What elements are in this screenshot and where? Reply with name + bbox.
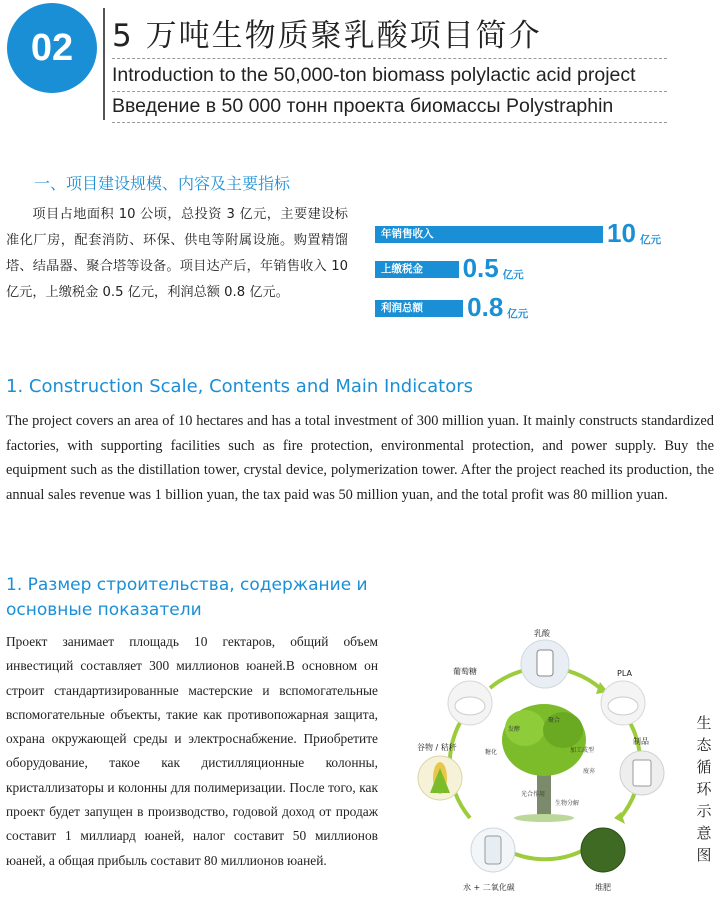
node-label-water-co2: 水 + 二氧化碳: [463, 883, 515, 892]
title-divider: [112, 122, 667, 123]
indicator-unit-tax: 亿元: [502, 269, 524, 281]
node-water-co2: [463, 828, 515, 892]
indicator-value-revenue: 10: [607, 218, 636, 248]
title-divider: [112, 58, 667, 59]
label-polymerization: 聚合: [548, 717, 561, 724]
node-grain: [417, 742, 462, 800]
indicator-bar-revenue: 年销售收入: [375, 226, 603, 243]
node-label-compost: 堆肥: [595, 883, 611, 892]
section-heading-english: 1. Construction Scale, Contents and Main Indicators: [6, 376, 473, 397]
section-heading-chinese: 一、项目建设规模、内容及主要指标: [34, 174, 291, 193]
label-photosynthesis: 光合作用: [521, 791, 546, 798]
label-biodegradation: 生物分解: [555, 800, 580, 807]
section-body-russian: Проект занимает площадь 10 гектаров, общий объем инвестиций составляет 300 миллионов юаней.В основном он строит стандартизированные мастерские и вспомогательные вспомогательные объекты, такие как противопожарная защита, охрана окружающей среды и электроснабжение. Приобретите оборудование, такое как дистилляционные колонны, кристаллизаторы и колонны для полимеризации. После того, как проект будет запущен в производство, годовой доход от продаж составит 1 миллиард юаней, налог составит 50 миллионов юаней, а общая прибыль составит 80 миллионов юаней.: [6, 634, 378, 868]
indicator-unit-profit: 亿元: [507, 308, 529, 320]
page-title-chinese: 5 万吨生物质聚乳酸项目简介: [112, 18, 542, 54]
page-title-english: Introduction to the 50,000-ton biomass polylactic acid project: [112, 64, 636, 86]
node-label-pla: PLA: [617, 669, 632, 678]
node-lactic-acid: [521, 628, 569, 688]
node-pla: [601, 669, 645, 725]
header-divider: [103, 8, 105, 120]
indicator-bar-profit: 利润总额: [375, 300, 463, 317]
node-compost: [581, 828, 625, 892]
node-products: [620, 736, 664, 795]
indicator-bar-tax: 上缴税金: [375, 261, 459, 278]
section-heading-russian: 1. Размер строительства, содержание и основные показатели: [6, 575, 368, 620]
label-fermentation: 发酵: [508, 726, 521, 733]
indicator-unit-revenue: 亿元: [640, 234, 661, 246]
section-number-badge: 02: [7, 3, 97, 93]
node-glucose: [448, 666, 492, 725]
node-label-lactic-acid: 乳酸: [534, 629, 550, 638]
node-label-grain: 谷物 / 秸秆: [417, 743, 457, 752]
ecological-cycle-diagram: [395, 628, 695, 894]
label-saccharification: 糖化: [485, 749, 498, 756]
node-label-products: 制品: [633, 737, 649, 746]
section-body-english: The project covers an area of 10 hectares and has a total investment of 300 million yuan. It mainly constructs standardized factories, with supporting facilities such as fire protection, environmental protection, and power supply. Buy the equipment such as the distillation tower, crystal device, polymerization tower. After the project reached its production, the annual sales revenue was 1 billion yuan, the tax paid was 50 million yuan, and the total profit was 80 million yuan.: [6, 413, 714, 503]
indicator-value-tax: 0.5: [462, 253, 499, 283]
label-processing: 加工成型: [570, 747, 595, 754]
indicator-value-profit: 0.8: [467, 292, 504, 322]
diagram-caption: 生 态 循 环 示 意 图: [696, 714, 712, 864]
node-label-glucose: 葡萄糖: [453, 667, 477, 676]
page-title-russian: Введение в 50 000 тонн проекта биомассы Polystraphin: [112, 95, 614, 117]
label-waste: 废弃: [583, 768, 596, 775]
title-divider: [112, 91, 667, 92]
section-body-chinese: 项目占地面积 10 公顷，总投资 3 亿元，主要建设标准化厂房，配套消防、环保、供电等附属设施。购置精馏塔、结晶器、聚合塔等设备。项目达产后，年销售收入 10 亿元，上缴税金 0.5 亿元，利润总额 0.8 亿元。: [6, 207, 348, 300]
